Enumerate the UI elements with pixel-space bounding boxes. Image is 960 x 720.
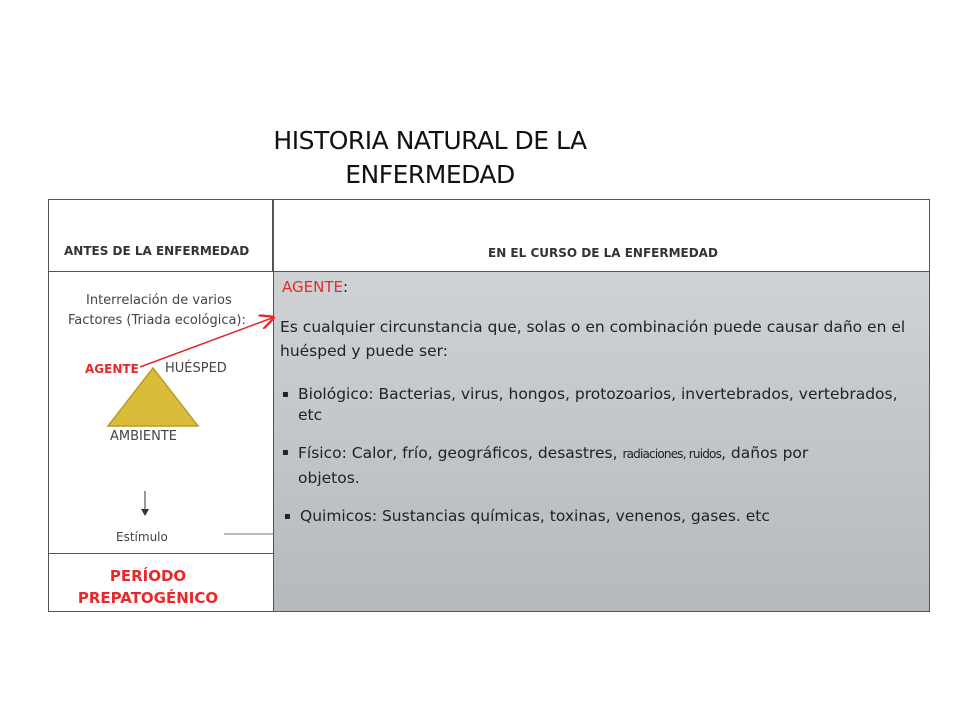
triad-agente-label: AGENTE	[85, 362, 139, 376]
interrelacion-line-2: Factores (Triada ecológica):	[68, 313, 246, 328]
periodo-line-1: PERÍODO	[109, 567, 187, 585]
estimulo-arrow-head	[141, 509, 149, 516]
bullet-biologico-text: Biológico: Bacterias, virus, hongos, protozoarios, invertebrados, vertebrados, etc	[298, 385, 898, 424]
title-line-1: HISTORIA NATURAL DE LA	[273, 126, 587, 155]
agente-heading	[282, 278, 348, 296]
bullet-biologico	[282, 384, 898, 426]
bullet-quimicos	[284, 506, 900, 527]
triad-triangle	[108, 368, 198, 426]
bullet-fisico-text-b: radiaciones, ruidos	[622, 447, 722, 461]
agente-definition: Es cualquier circunstancia que, solas o en combinación puede causar daño en el huésped y puede ser:	[280, 318, 906, 360]
bullet-quimicos-text: Quimicos: Sustancias químicas, toxinas, venenos, gases. etc	[300, 507, 770, 525]
triad-ambiente-label: AMBIENTE	[110, 429, 177, 444]
bullet-fisico	[282, 441, 858, 490]
bullet-mark: ▪	[282, 447, 289, 458]
bullet-mark: ▪	[282, 389, 289, 400]
title-line-2: ENFERMEDAD	[345, 160, 515, 189]
agente-heading-label: AGENTE	[282, 278, 343, 296]
bullet-fisico-text-a: Físico: Calor, frío, geográficos, desastres,	[298, 444, 623, 462]
agente-arrow	[140, 318, 272, 367]
bullet-fisico-text-c: , daños por objetos.	[298, 444, 809, 487]
bullet-mark: ▪	[284, 511, 291, 522]
interrelacion-line-1: Interrelación de varios	[86, 293, 232, 308]
header-antes: ANTES DE LA ENFERMEDAD	[64, 244, 250, 258]
header-curso: EN EL CURSO DE LA ENFERMEDAD	[488, 246, 718, 260]
agente-heading-colon: :	[342, 278, 349, 296]
periodo-line-2: PREPATOGÉNICO	[77, 589, 219, 607]
estimulo-label: Estímulo	[116, 530, 168, 544]
triad-huesped-label: HUÉSPED	[165, 361, 227, 376]
